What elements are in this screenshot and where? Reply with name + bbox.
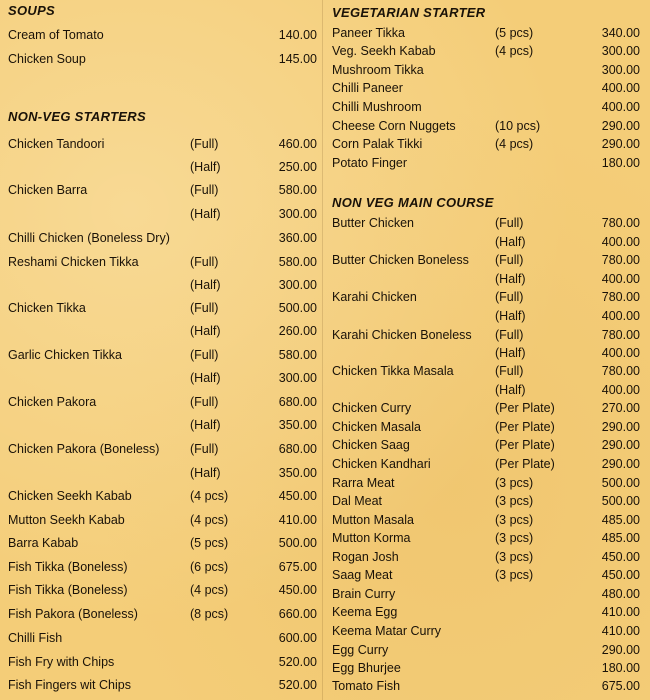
menu-item-portion: (4 pcs) <box>495 44 534 58</box>
menu-item-price: 180.00 <box>601 661 640 675</box>
menu-item-row <box>0 442 325 460</box>
menu-item-portion: (Full) <box>190 183 219 197</box>
menu-item-portion: (Half) <box>495 309 526 323</box>
menu-item-row <box>325 494 650 512</box>
menu-item-name: Chilli Fish <box>8 631 63 645</box>
section-heading: NON VEG MAIN COURSE <box>332 195 494 210</box>
menu-item-name: Cream of Tomato <box>8 28 104 42</box>
menu-item-portion: (Full) <box>495 290 524 304</box>
menu-item-portion: (Per Plate) <box>495 401 555 415</box>
menu-item-portion: (Half) <box>495 383 526 397</box>
menu-item-row <box>325 420 650 438</box>
menu-item-name: Brain Curry <box>332 587 396 601</box>
menu-item-portion: (Full) <box>495 328 524 342</box>
menu-item-price: 290.00 <box>601 438 640 452</box>
menu-item-name: Chicken Tikka Masala <box>332 364 454 378</box>
menu-item-row <box>0 418 325 436</box>
menu-item-row <box>325 679 650 697</box>
menu-item-portion: (4 pcs) <box>190 513 229 527</box>
menu-item-portion: (Half) <box>190 278 221 292</box>
menu-item-price: 290.00 <box>601 137 640 151</box>
menu-item-row <box>325 26 650 44</box>
menu-item-row <box>0 678 325 696</box>
menu-item-name: Chicken Soup <box>8 52 86 66</box>
menu-item-price: 145.00 <box>278 52 317 66</box>
menu-item-name: Fish Fry with Chips <box>8 655 115 669</box>
menu-item-name: Chicken Masala <box>332 420 421 434</box>
menu-item-name: Saag Meat <box>332 568 393 582</box>
menu-item-portion: (Per Plate) <box>495 438 555 452</box>
menu-item-price: 485.00 <box>601 513 640 527</box>
menu-item-row <box>0 560 325 578</box>
menu-item-name: Karahi Chicken <box>332 290 417 304</box>
menu-item-name: Mutton Korma <box>332 531 411 545</box>
menu-item-name: Reshami Chicken Tikka <box>8 255 139 269</box>
menu-item-portion: (Half) <box>190 207 221 221</box>
menu-item-portion: (Half) <box>495 346 526 360</box>
menu-item-row <box>0 489 325 507</box>
menu-item-name: Butter Chicken Boneless <box>332 253 469 267</box>
menu-item-name: Fish Pakora (Boneless) <box>8 607 138 621</box>
menu-item-portion: (10 pcs) <box>495 119 541 133</box>
menu-item-row <box>0 183 325 201</box>
menu-item-portion: (5 pcs) <box>495 26 534 40</box>
menu-item-row <box>325 438 650 456</box>
menu-item-name: Barra Kabab <box>8 536 79 550</box>
menu-item-name: Potato Finger <box>332 156 408 170</box>
section-heading: SOUPS <box>8 3 56 18</box>
menu-item-price: 520.00 <box>278 655 317 669</box>
menu-item-name: Mutton Masala <box>332 513 414 527</box>
menu-item-name: Cheese Corn Nuggets <box>332 119 456 133</box>
menu-item-row <box>325 119 650 137</box>
menu-item-row <box>0 513 325 531</box>
menu-item-row <box>325 328 650 346</box>
menu-item-price: 250.00 <box>278 160 317 174</box>
menu-item-row <box>325 457 650 475</box>
menu-item-row <box>0 137 325 155</box>
menu-item-price: 270.00 <box>601 401 640 415</box>
menu-item-name: Keema Matar Curry <box>332 624 442 638</box>
menu-item-name: Chicken Pakora <box>8 395 97 409</box>
menu-item-row <box>0 324 325 342</box>
menu-item-portion: (8 pcs) <box>190 607 229 621</box>
menu-item-price: 410.00 <box>601 605 640 619</box>
menu-item-portion: (Half) <box>495 272 526 286</box>
menu-item-price: 180.00 <box>601 156 640 170</box>
menu-item-portion: (3 pcs) <box>495 476 534 490</box>
menu-item-name: Karahi Chicken Boneless <box>332 328 472 342</box>
menu-item-price: 340.00 <box>601 26 640 40</box>
menu-item-price: 780.00 <box>601 290 640 304</box>
menu-item-row <box>0 231 325 249</box>
menu-item-price: 675.00 <box>601 679 640 693</box>
menu-item-price: 580.00 <box>278 255 317 269</box>
menu-item-price: 480.00 <box>601 587 640 601</box>
menu-item-price: 500.00 <box>278 536 317 550</box>
menu-item-price: 500.00 <box>601 494 640 508</box>
menu-item-price: 400.00 <box>601 235 640 249</box>
menu-item-price: 780.00 <box>601 328 640 342</box>
menu-item-price: 400.00 <box>601 383 640 397</box>
menu-item-price: 350.00 <box>278 418 317 432</box>
menu-item-row <box>325 235 650 253</box>
menu-item-row <box>0 207 325 225</box>
menu-item-price: 400.00 <box>601 346 640 360</box>
menu-item-row <box>0 28 325 46</box>
menu-item-name: Egg Curry <box>332 643 389 657</box>
menu-item-name: Chicken Barra <box>8 183 88 197</box>
menu-item-row <box>325 476 650 494</box>
menu-item-row <box>325 531 650 549</box>
menu-item-price: 290.00 <box>601 420 640 434</box>
menu-item-row <box>0 631 325 649</box>
menu-item-name: Chicken Curry <box>332 401 412 415</box>
menu-item-row <box>325 63 650 81</box>
menu-item-name: Dal Meat <box>332 494 383 508</box>
menu-item-name: Chilli Paneer <box>332 81 403 95</box>
menu-item-name: Chicken Saag <box>332 438 410 452</box>
menu-item-portion: (Half) <box>190 371 221 385</box>
menu-item-portion: (Full) <box>190 301 219 315</box>
menu-item-price: 780.00 <box>601 216 640 230</box>
menu-item-price: 485.00 <box>601 531 640 545</box>
menu-item-name: Chicken Seekh Kabab <box>8 489 132 503</box>
menu-item-name: Corn Palak Tikki <box>332 137 423 151</box>
menu-item-price: 500.00 <box>601 476 640 490</box>
menu-item-price: 410.00 <box>601 624 640 638</box>
menu-item-portion: (Per Plate) <box>495 420 555 434</box>
menu-item-row <box>325 605 650 623</box>
menu-item-price: 300.00 <box>601 63 640 77</box>
menu-item-row <box>0 371 325 389</box>
menu-item-price: 450.00 <box>601 568 640 582</box>
menu-item-row <box>0 160 325 178</box>
section-heading: NON-VEG STARTERS <box>8 109 146 124</box>
menu-item-portion: (Full) <box>190 442 219 456</box>
menu-item-row <box>325 364 650 382</box>
menu-item-name: Fish Fingers wit Chips <box>8 678 131 692</box>
menu-item-price: 520.00 <box>278 678 317 692</box>
menu-item-portion: (Full) <box>495 216 524 230</box>
menu-item-price: 600.00 <box>278 631 317 645</box>
menu-item-portion: (Full) <box>495 253 524 267</box>
menu-item-portion: (3 pcs) <box>495 568 534 582</box>
menu-item-price: 290.00 <box>601 457 640 471</box>
menu-item-price: 260.00 <box>278 324 317 338</box>
menu-item-row <box>325 100 650 118</box>
menu-item-name: Mushroom Tikka <box>332 63 424 77</box>
menu-item-row <box>325 661 650 679</box>
menu-item-price: 675.00 <box>278 560 317 574</box>
menu-item-portion: (Half) <box>190 160 221 174</box>
menu-item-portion: (5 pcs) <box>190 536 229 550</box>
menu-item-row <box>0 583 325 601</box>
menu-item-row <box>325 587 650 605</box>
menu-item-row <box>325 137 650 155</box>
menu-item-price: 400.00 <box>601 272 640 286</box>
menu-item-portion: (Full) <box>190 137 219 151</box>
menu-item-portion: (4 pcs) <box>190 489 229 503</box>
menu-item-price: 580.00 <box>278 183 317 197</box>
menu-item-row <box>325 156 650 174</box>
menu-item-portion: (3 pcs) <box>495 513 534 527</box>
menu-item-price: 450.00 <box>278 489 317 503</box>
menu-item-price: 680.00 <box>278 395 317 409</box>
menu-item-row <box>0 278 325 296</box>
menu-item-portion: (4 pcs) <box>495 137 534 151</box>
menu-item-price: 400.00 <box>601 100 640 114</box>
menu-item-row <box>325 568 650 586</box>
menu-item-price: 360.00 <box>278 231 317 245</box>
menu-item-row <box>0 395 325 413</box>
menu-item-row <box>325 309 650 327</box>
menu-item-price: 290.00 <box>601 119 640 133</box>
menu-item-portion: (4 pcs) <box>190 583 229 597</box>
menu-item-price: 410.00 <box>278 513 317 527</box>
section-heading: VEGETARIAN STARTER <box>332 5 486 20</box>
menu-item-price: 680.00 <box>278 442 317 456</box>
menu-item-portion: (3 pcs) <box>495 494 534 508</box>
menu-item-name: Garlic Chicken Tikka <box>8 348 122 362</box>
menu-item-portion: (Per Plate) <box>495 457 555 471</box>
menu-item-name: Keema Egg <box>332 605 398 619</box>
menu-item-row <box>325 550 650 568</box>
menu-item-price: 290.00 <box>601 643 640 657</box>
menu-item-name: Chicken Tandoori <box>8 137 105 151</box>
menu-item-name: Chilli Chicken (Boneless Dry) <box>8 231 170 245</box>
menu-item-price: 460.00 <box>278 137 317 151</box>
menu-item-portion: (3 pcs) <box>495 531 534 545</box>
menu-item-price: 350.00 <box>278 466 317 480</box>
menu-item-row <box>0 607 325 625</box>
menu-item-price: 580.00 <box>278 348 317 362</box>
menu-item-row <box>0 52 325 70</box>
menu-item-portion: (Full) <box>190 255 219 269</box>
menu-item-name: Veg. Seekh Kabab <box>332 44 436 58</box>
menu-item-portion: (Half) <box>190 418 221 432</box>
menu-item-name: Egg Bhurjee <box>332 661 401 675</box>
menu-item-row <box>325 272 650 290</box>
menu-item-row <box>0 255 325 273</box>
menu-item-price: 450.00 <box>278 583 317 597</box>
menu-item-row <box>325 81 650 99</box>
menu-item-portion: (Half) <box>190 324 221 338</box>
menu-item-price: 780.00 <box>601 253 640 267</box>
menu-item-name: Paneer Tikka <box>332 26 405 40</box>
menu-item-name: Chicken Tikka <box>8 301 86 315</box>
menu-item-name: Butter Chicken <box>332 216 414 230</box>
menu-item-price: 300.00 <box>278 278 317 292</box>
menu-item-name: Chicken Pakora (Boneless) <box>8 442 160 456</box>
menu-item-row <box>325 253 650 271</box>
menu-item-name: Fish Tikka (Boneless) <box>8 560 128 574</box>
menu-item-row <box>325 513 650 531</box>
menu-item-price: 450.00 <box>601 550 640 564</box>
menu-item-row <box>325 346 650 364</box>
menu-item-row <box>0 301 325 319</box>
menu-item-price: 300.00 <box>278 207 317 221</box>
menu-item-row <box>0 655 325 673</box>
menu-item-row <box>0 348 325 366</box>
menu-item-price: 780.00 <box>601 364 640 378</box>
menu-item-name: Chilli Mushroom <box>332 100 422 114</box>
menu-item-row <box>0 466 325 484</box>
menu-item-row <box>325 401 650 419</box>
menu-item-portion: (Half) <box>495 235 526 249</box>
menu-item-row <box>325 216 650 234</box>
menu-item-price: 300.00 <box>278 371 317 385</box>
menu-item-portion: (Full) <box>495 364 524 378</box>
menu-item-row <box>0 536 325 554</box>
menu-item-price: 140.00 <box>278 28 317 42</box>
menu-item-row <box>325 290 650 308</box>
menu-item-portion: (Full) <box>190 348 219 362</box>
menu-item-price: 400.00 <box>601 81 640 95</box>
menu-item-name: Fish Tikka (Boneless) <box>8 583 128 597</box>
menu-item-price: 660.00 <box>278 607 317 621</box>
menu-item-name: Tomato Fish <box>332 679 401 693</box>
menu-item-row <box>325 624 650 642</box>
menu-item-portion: (6 pcs) <box>190 560 229 574</box>
menu-item-name: Rogan Josh <box>332 550 399 564</box>
menu-item-portion: (Full) <box>190 395 219 409</box>
menu-item-name: Mutton Seekh Kabab <box>8 513 125 527</box>
menu-item-price: 500.00 <box>278 301 317 315</box>
menu-item-portion: (3 pcs) <box>495 550 534 564</box>
menu-item-row <box>325 643 650 661</box>
menu-item-price: 300.00 <box>601 44 640 58</box>
menu-item-row <box>325 383 650 401</box>
menu-item-name: Chicken Kandhari <box>332 457 431 471</box>
menu-item-portion: (Half) <box>190 466 221 480</box>
menu-item-price: 400.00 <box>601 309 640 323</box>
menu-item-name: Rarra Meat <box>332 476 395 490</box>
menu-item-row <box>325 44 650 62</box>
